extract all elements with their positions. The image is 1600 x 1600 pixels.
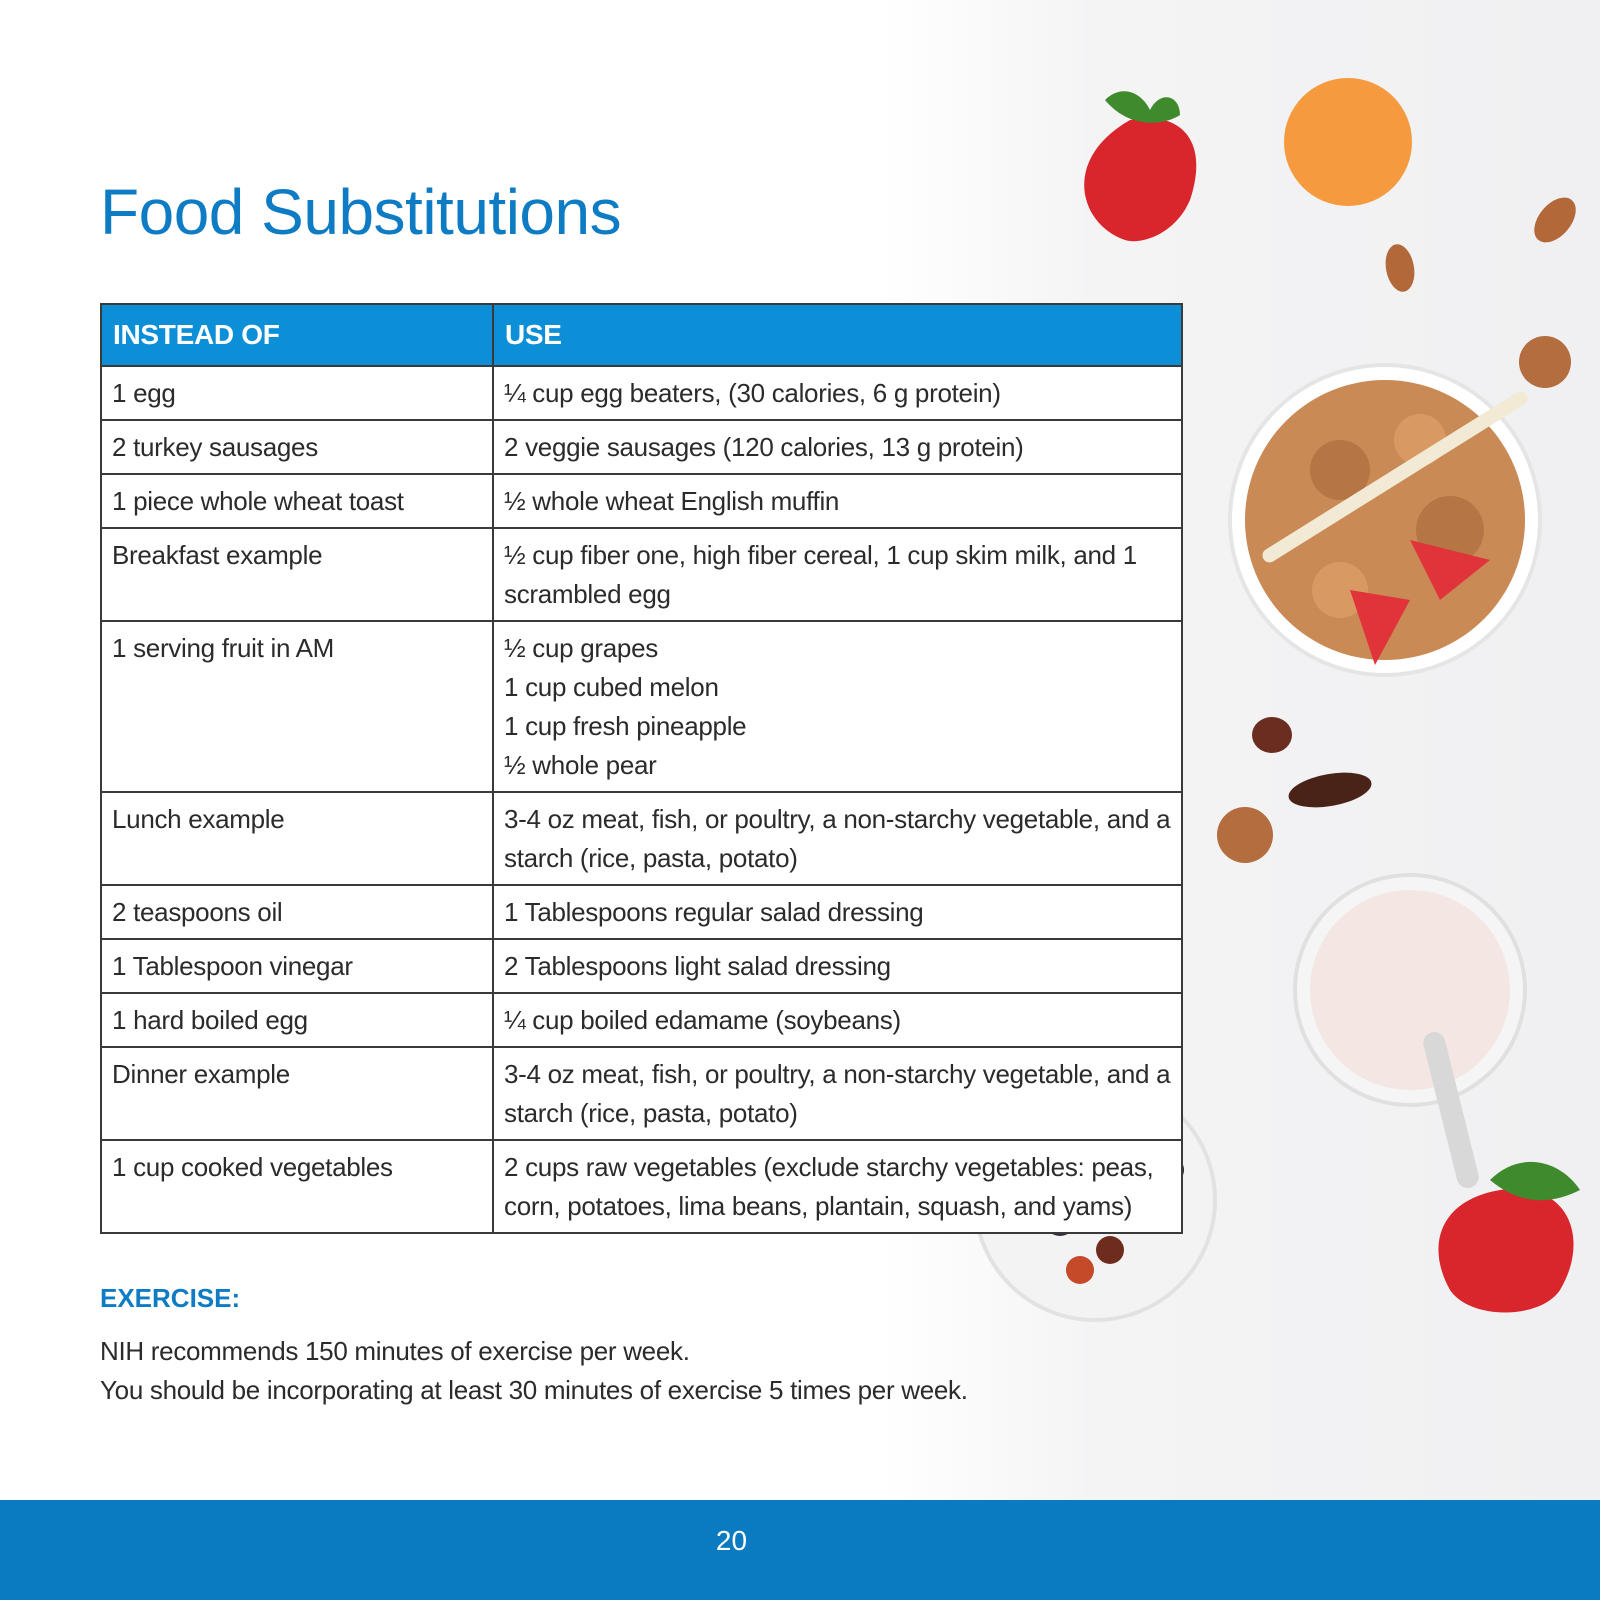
instead-of-cell: Dinner example bbox=[101, 1047, 493, 1140]
table-row bbox=[101, 792, 1182, 885]
use-cell: 1 Tablespoons regular salad dressing bbox=[493, 885, 1182, 939]
exercise-text bbox=[100, 1332, 968, 1410]
table-row bbox=[101, 366, 1182, 420]
instead-of-cell: 1 cup cooked vegetables bbox=[101, 1140, 493, 1233]
instead-of-cell: Lunch example bbox=[101, 792, 493, 885]
column-header-instead-of: INSTEAD OF bbox=[101, 304, 493, 366]
use-cell: ½ cup grapes 1 cup cubed melon 1 cup fresh pineapple ½ whole pear bbox=[493, 621, 1182, 792]
instead-of-cell: 1 egg bbox=[101, 366, 493, 420]
use-cell: ¼ cup egg beaters, (30 calories, 6 g protein) bbox=[493, 366, 1182, 420]
instead-of-cell: 1 Tablespoon vinegar bbox=[101, 939, 493, 993]
table-row bbox=[101, 885, 1182, 939]
use-cell: 2 cups raw vegetables (exclude starchy vegetables: peas, corn, potatoes, lima beans, plantain, squash, and yams) bbox=[493, 1140, 1182, 1233]
walnut-icon bbox=[1217, 807, 1273, 863]
granola-bowl-icon bbox=[1230, 365, 1540, 675]
instead-of-cell: 1 piece whole wheat toast bbox=[101, 474, 493, 528]
table-row bbox=[101, 420, 1182, 474]
instead-of-cell: Breakfast example bbox=[101, 528, 493, 621]
walnut-icon bbox=[1519, 336, 1571, 388]
instead-of-cell: 2 turkey sausages bbox=[101, 420, 493, 474]
use-cell: 3-4 oz meat, fish, or poultry, a non-starchy vegetable, and a starch (rice, pasta, potato) bbox=[493, 792, 1182, 885]
table-row bbox=[101, 474, 1182, 528]
table-row bbox=[101, 993, 1182, 1047]
strawberry-icon bbox=[1438, 1162, 1580, 1313]
exercise-heading: EXERCISE: bbox=[100, 1283, 241, 1313]
page-number: 20 bbox=[715, 1525, 748, 1556]
strawberry-icon bbox=[1084, 91, 1196, 241]
almond-icon bbox=[1526, 190, 1584, 250]
hazelnut-icon bbox=[1252, 717, 1292, 753]
use-cell: ½ cup fiber one, high fiber cereal, 1 cup skim milk, and 1 scrambled egg bbox=[493, 528, 1182, 621]
use-cell: ½ whole wheat English muffin bbox=[493, 474, 1182, 528]
use-cell: 2 Tablespoons light salad dressing bbox=[493, 939, 1182, 993]
use-cell: 3-4 oz meat, fish, or poultry, a non-starchy vegetable, and a starch (rice, pasta, potato) bbox=[493, 1047, 1182, 1140]
milk-glass-icon bbox=[1295, 875, 1525, 1190]
column-header-use: USE bbox=[493, 304, 1182, 366]
exercise-line: You should be incorporating at least 30 minutes of exercise 5 times per week. bbox=[100, 1375, 968, 1405]
table-row bbox=[101, 939, 1182, 993]
instead-of-cell: 2 teaspoons oil bbox=[101, 885, 493, 939]
table-row bbox=[101, 1140, 1182, 1233]
page-title: Food Substitutions bbox=[100, 176, 622, 248]
instead-of-cell: 1 serving fruit in AM bbox=[101, 621, 493, 792]
brazil-nut-icon bbox=[1286, 767, 1374, 813]
table-row bbox=[101, 528, 1182, 621]
apricot-icon bbox=[1284, 78, 1412, 206]
table-header-row bbox=[101, 304, 1182, 366]
instead-of-cell: 1 hard boiled egg bbox=[101, 993, 493, 1047]
use-cell: ¼ cup boiled edamame (soybeans) bbox=[493, 993, 1182, 1047]
table-row bbox=[101, 621, 1182, 792]
almond-icon bbox=[1382, 242, 1418, 294]
exercise-line: NIH recommends 150 minutes of exercise per week. bbox=[100, 1336, 690, 1366]
table-row bbox=[101, 1047, 1182, 1140]
use-cell: 2 veggie sausages (120 calories, 13 g protein) bbox=[493, 420, 1182, 474]
substitutions-table bbox=[100, 303, 1183, 1234]
